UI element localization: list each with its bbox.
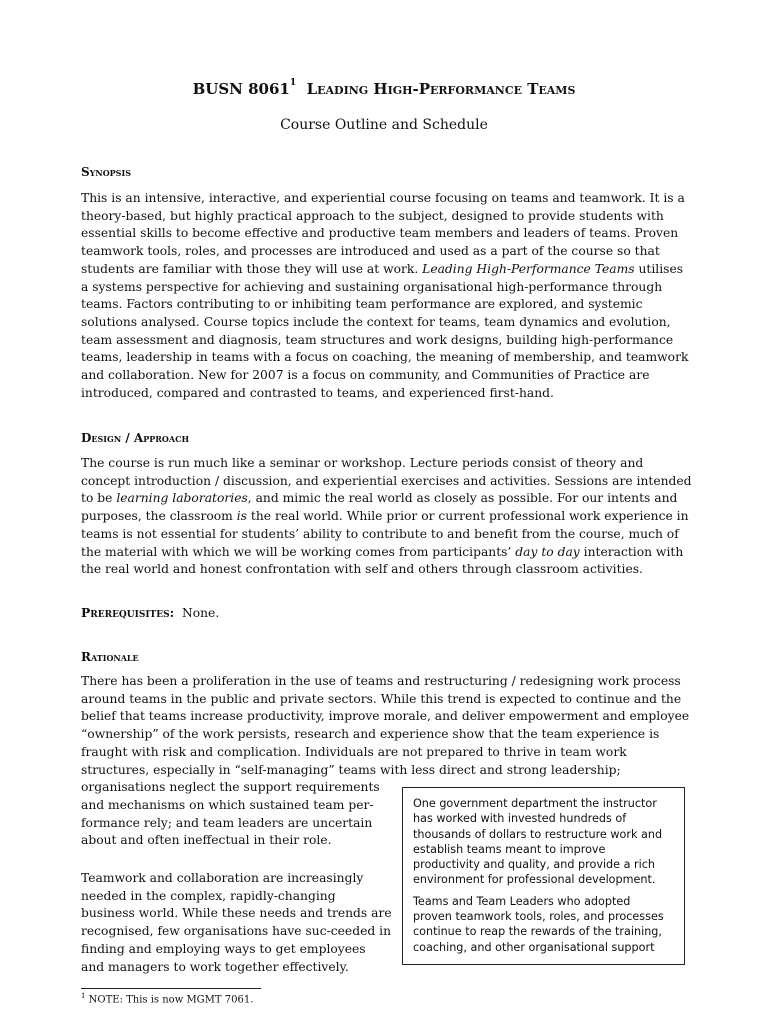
design-paragraph — [81, 455, 692, 579]
rationale-line: needed in the complex, rapidly-changing — [81, 888, 336, 903]
design-line: The course is run much like a seminar or workshop. Lecture periods consist of theory and — [81, 456, 644, 470]
synopsis-line: teams. Factors contributing to or inhibiting team performance are explored, and systemic — [81, 297, 643, 312]
course-title — [0, 80, 768, 98]
footnote-text: NOTE: This is now MGMT 7061. — [85, 994, 254, 1006]
synopsis-line: theory-based, but highly practical approach to the subject, designed to provide students with — [81, 208, 664, 223]
design-text: the material with which we will be working comes from participants’ — [81, 544, 516, 559]
design-italic: is — [236, 509, 247, 524]
synopsis-line: essential skills to become effective and productive team members and leaders of teams. Proven — [81, 226, 679, 241]
course-name: Leading High-Performance Teams — [306, 80, 576, 98]
synopsis-line: This is an intensive, interactive, and experiential course focusing on teams and teamwork. It is a — [81, 191, 685, 205]
rationale-line: and managers to work together effectively. — [81, 959, 349, 974]
rationale-line: around teams in the public and private sectors. While this trend is expected to continue and the — [81, 691, 682, 706]
design-heading: Design / Approach — [81, 431, 189, 445]
design-text: interaction with — [579, 544, 684, 559]
callout-line: thousands of dollars to restructure work and — [413, 827, 663, 841]
design-line — [81, 508, 692, 526]
synopsis-line: and collaboration. New for 2007 is a focus on community, and Communities of Practice are — [81, 368, 650, 383]
synopsis-line: introduced, compared and contrasted to teams, and experienced first-hand. — [81, 385, 554, 400]
design-line — [81, 544, 692, 562]
design-text: purposes, the classroom — [81, 509, 237, 524]
prerequisites-label: Prerequisites: — [81, 605, 175, 620]
synopsis-line: team assessment and diagnosis, team structures and work designs, building high-performance — [81, 332, 674, 347]
rationale-line: structures, especially in “self-managing” teams with less direct and strong leadership; — [81, 762, 621, 777]
prerequisites-value: None. — [181, 606, 220, 620]
rationale-heading: Rationale — [81, 650, 139, 664]
design-line: the real world and honest confrontation with self and others through classroom activities. — [81, 562, 643, 577]
prerequisites — [81, 605, 219, 620]
design-line: teams is not essential for students’ ability to contribute to and benefit from the course, much of — [81, 526, 679, 541]
course-name-italic: Leading High-Performance Teams — [422, 261, 635, 276]
design-text: , and mimic the real world as closely as possible. For our intents and — [247, 491, 678, 506]
rationale-line: about and often ineffectual in their role. — [81, 833, 332, 848]
footnote-marker: 1 — [289, 78, 297, 88]
callout-line: environment for professional development. — [413, 873, 656, 887]
callout-line: proven teamwork tools, roles, and processes — [413, 910, 664, 924]
rationale-line: There has been a proliferation in the use of teams and restructuring / redesigning work process — [81, 674, 681, 688]
rationale-line: belief that teams increase productivity, improve morale, and deliver empowerment and employee — [81, 709, 690, 724]
synopsis-line: a systems perspective for achieving and sustaining organisational high-performance through — [81, 279, 663, 294]
callout-line: coaching, and other organisational support — [413, 940, 655, 954]
footnote — [81, 992, 253, 1005]
sidebar-callout-box — [402, 787, 685, 965]
callout-line: One government department the instructor — [413, 797, 657, 810]
rationale-line: formance rely; and team leaders are uncertain — [81, 815, 373, 830]
design-italic: learning laboratories — [116, 491, 248, 506]
design-text: to be — [81, 491, 117, 506]
synopsis-text: students are familiar with those they will use at work. — [81, 261, 423, 276]
rationale-line: Teamwork and collaboration are increasingly — [81, 871, 364, 885]
synopsis-heading: Synopsis — [81, 165, 131, 179]
rationale-line: “ownership” of the work persists, research and experience show that the team experience is — [81, 727, 660, 742]
rationale-line: and mechanisms on which sustained team per- — [81, 797, 374, 812]
synopsis-line: teamwork tools, roles, and processes are introduced and used as a part of the course so that — [81, 244, 660, 259]
design-line — [81, 490, 692, 508]
page-subtitle: Course Outline and Schedule — [280, 117, 488, 133]
rationale-paragraph-2 — [81, 870, 392, 976]
synopsis-paragraph — [81, 190, 688, 402]
rationale-line: finding and employing ways to get employees — [81, 941, 366, 956]
rationale-line: recognised, few organisations have suc-ceeded in — [81, 924, 391, 939]
course-code: BUSN 8061 — [192, 80, 290, 98]
rationale-line: fraught with risk and complication. Individuals are not prepared to thrive in team work — [81, 744, 627, 759]
design-text: the real world. While prior or current professional work experience in — [247, 509, 689, 524]
rationale-line: business world. While these needs and trends are — [81, 906, 392, 921]
design-italic: day to day — [515, 544, 580, 559]
footnote-divider — [81, 988, 261, 989]
callout-line: establish teams meant to improve — [413, 842, 606, 856]
design-line: concept introduction / discussion, and experiential exercises and activities. Sessions are intended — [81, 473, 692, 488]
synopsis-line: teams, leadership in teams with a focus on coaching, the meaning of membership, and teamwork — [81, 350, 689, 365]
callout-line: Teams and Team Leaders who adopted — [413, 894, 631, 908]
callout-line: productivity and quality, and provide a rich — [413, 858, 655, 872]
footnote-marker: 1 — [81, 992, 86, 1000]
synopsis-line — [81, 261, 688, 279]
callout-line: continue to reap the rewards of the training, — [413, 925, 662, 939]
callout-line: has worked with invested hundreds of — [413, 812, 627, 826]
synopsis-text: utilises — [634, 261, 684, 276]
synopsis-line: solutions analysed. Course topics include the context for teams, team dynamics and evolution, — [81, 314, 671, 329]
rationale-line: organisations neglect the support requirements — [81, 780, 380, 795]
